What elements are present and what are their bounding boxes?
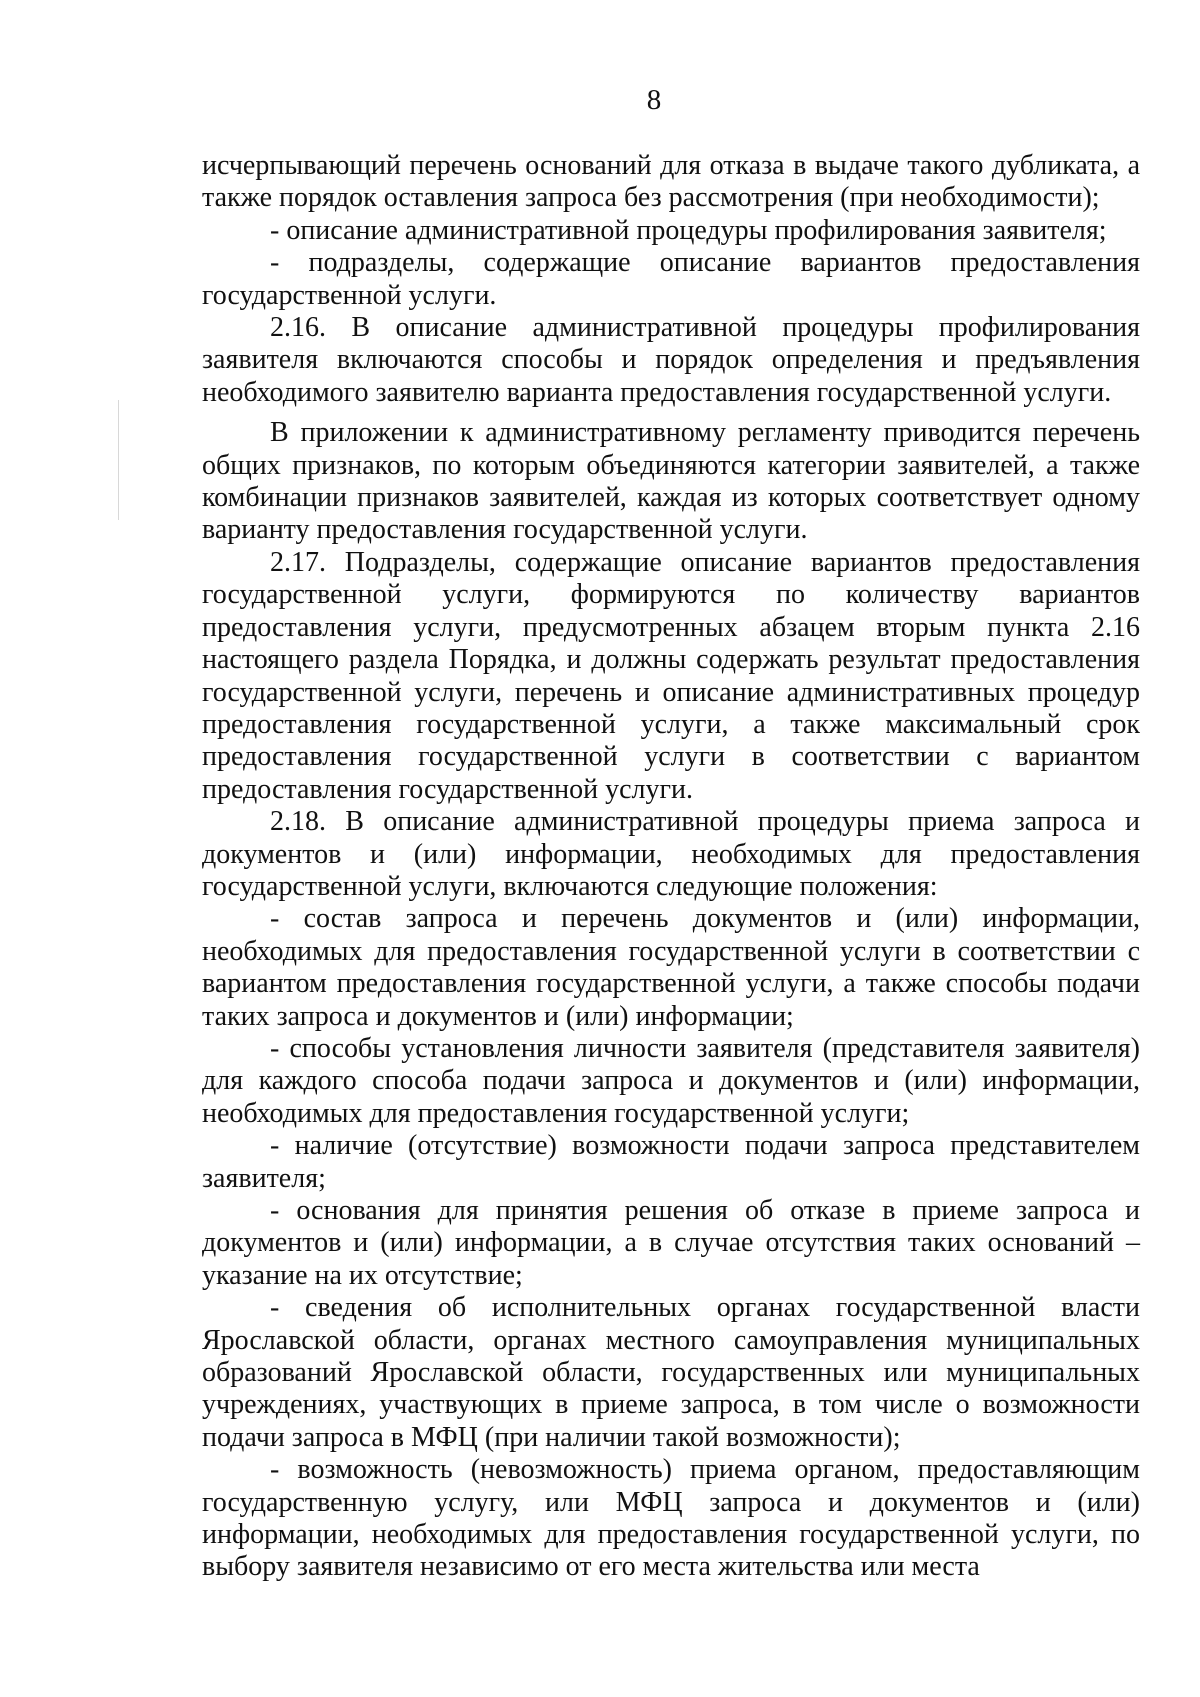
list-item-identity-verification: - способы установления личности заявителя (представителя заявителя) для каждого способа подачи запроса и документов и (или) информации, необходимых для предоставления государственной услуги; <box>202 1032 1140 1129</box>
scan-margin-mark <box>118 400 119 520</box>
paragraph-appendix-note: В приложении к административному регламенту приводится перечень общих признаков, по которым объединяются категории заявителей, а также комбинации признаков заявителей, каждая из которых соответствует одному варианту предоставления государственной услуги. <box>202 417 1140 546</box>
paragraph-continuation: исчерпывающий перечень оснований для отказа в выдаче такого дубликата, а также порядок оставления запроса без рассмотрения (при необходимости); <box>202 150 1140 214</box>
page-number: 8 <box>646 84 662 116</box>
list-item-extraterritorial-acceptance: - возможность (невозможность) приема органом, предоставляющим государственную услугу, или МФЦ запроса и документов и (или) информации, необходимых для предоставления государственной услуги, по выбору заявителя независимо от его места жительства или места <box>202 1454 1140 1583</box>
list-item-representative-submission: - наличие (отсутствие) возможности подачи запроса представителем заявителя; <box>202 1130 1140 1194</box>
list-item-refusal-grounds: - основания для принятия решения об отказе в приеме запроса и документов и (или) информации, а в случае отсутствия таких оснований – указание на их отсутствие; <box>202 1195 1140 1291</box>
list-item-service-variant-subsections: - подразделы, содержащие описание вариантов предоставления государственной услуги. <box>202 247 1140 311</box>
list-item-participating-bodies: - сведения об исполнительных органах государственной власти Ярославской области, органах местного самоуправления муниципальных образований Ярославской области, государственных или муниципальных учреждениях, участвующих в приеме запроса, в том числе о возможности подачи запроса в МФЦ (при наличии такой возможности); <box>202 1292 1140 1453</box>
clause-2-17: 2.17. Подразделы, содержащие описание вариантов предоставления государственной услуги, формируются по количеству вариантов предоставления услуги, предусмотренных абзацем вторым пункта 2.16 настоящего раздела Порядка, и должны содержать результат предоставления государственной услуги, перечень и описание административных процедур предоставления государственной услуги, а также максимальный срок предоставления государственной услуги в соответствии с вариантом предоставления государственной услуги. <box>202 546 1140 805</box>
clause-2-18: 2.18. В описание административной процедуры приема запроса и документов и (или) информации, необходимых для предоставления государственной услуги, включаются следующие положения: <box>202 806 1140 902</box>
list-item-request-composition: - состав запроса и перечень документов и (или) информации, необходимых для предоставления государственной услуги в соответствии с вариантом предоставления государственной услуги, а также способы подачи таких запроса и документов и (или) информации; <box>202 903 1140 1032</box>
list-item-profiling-procedure: - описание административной процедуры профилирования заявителя; <box>270 214 1107 246</box>
document-body <box>202 150 1140 1584</box>
clause-2-16: 2.16. В описание административной процедуры профилирования заявителя включаются способы и порядок определения и предъявления необходимого заявителю варианта предоставления государственной услуги. <box>202 312 1140 408</box>
